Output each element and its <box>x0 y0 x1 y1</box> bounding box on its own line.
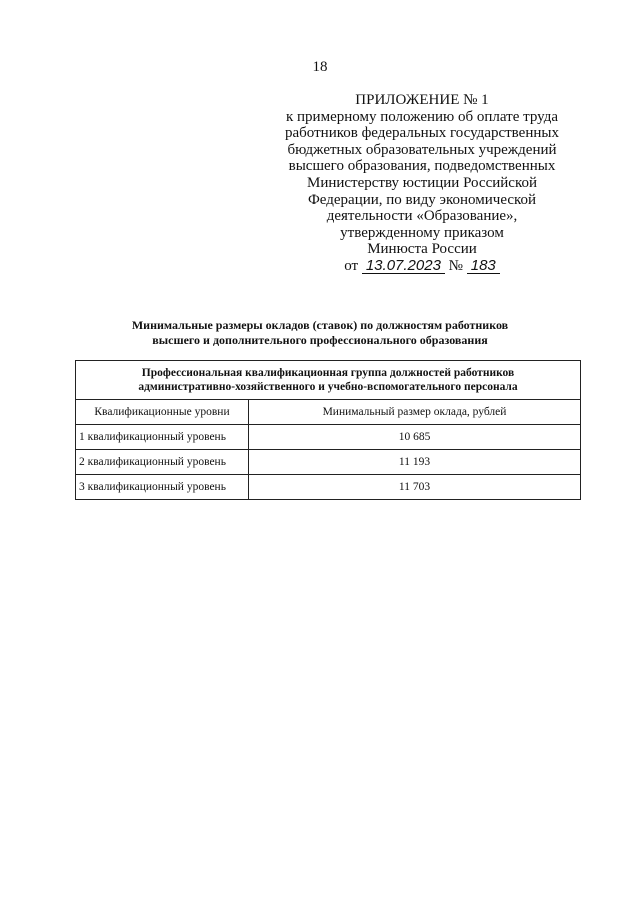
salary-cell: 11 193 <box>249 450 581 475</box>
level-cell: 1 квалификационный уровень <box>76 425 249 450</box>
appendix-line: работников федеральных государственных <box>285 125 559 142</box>
document-title <box>60 318 580 348</box>
group-header-line: административно-хозяйственного и учебно-вспомогательного персонала <box>138 381 518 393</box>
appendix-heading: ПРИЛОЖЕНИЕ № 1 <box>355 92 489 108</box>
table-row <box>76 425 581 450</box>
group-header <box>76 361 581 400</box>
page-number: 18 <box>312 59 328 75</box>
appendix-line: Министерству юстиции Российской <box>306 174 538 191</box>
salary-table <box>75 360 581 500</box>
order-date-line <box>262 258 582 275</box>
appendix-line: утвержденному приказом <box>340 224 504 241</box>
appendix-line: деятельности «Образование», <box>326 208 518 225</box>
salary-cell: 11 703 <box>249 475 581 500</box>
table-row <box>76 475 581 500</box>
title-line: высшего и дополнительного профессионального образования <box>152 333 488 347</box>
order-number: 183 <box>467 258 500 274</box>
level-cell: 3 квалификационный уровень <box>76 475 249 500</box>
appendix-line: высшего образования, подведомственных <box>288 158 556 175</box>
date-prefix: от <box>344 257 359 274</box>
appendix-line: Федерации, по виду экономической <box>307 191 537 208</box>
group-header-row <box>76 361 581 400</box>
table-row <box>76 450 581 475</box>
column-header-level: Квалификационные уровни <box>76 400 249 425</box>
group-header-line: Профессиональная квалификационная группа должностей работников <box>141 367 515 379</box>
column-header-row <box>76 400 581 425</box>
salary-cell: 10 685 <box>249 425 581 450</box>
number-prefix: № <box>448 257 463 274</box>
column-header-salary: Минимальный размер оклада, рублей <box>249 400 581 425</box>
appendix-line: Минюста России <box>367 241 477 258</box>
appendix-line: к примерному положению об оплате труда <box>285 108 558 125</box>
appendix-line: бюджетных образовательных учреждений <box>287 141 557 158</box>
order-date: 13.07.2023 <box>362 258 445 274</box>
level-cell: 2 квалификационный уровень <box>76 450 249 475</box>
appendix-header <box>262 92 582 275</box>
title-line: Минимальные размеры окладов (ставок) по должностям работников <box>131 318 509 332</box>
